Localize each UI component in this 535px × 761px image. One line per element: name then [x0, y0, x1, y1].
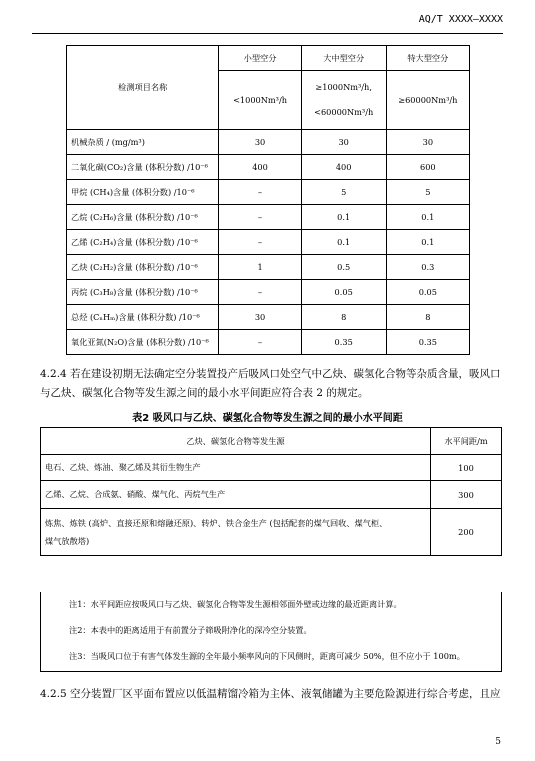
- value-cell: 0.05: [301, 280, 386, 305]
- table-row: [67, 155, 470, 180]
- note-2: 注2：本表中的距离适用于有前置分子筛吸附净化的深冷空分装置。: [69, 625, 312, 635]
- table-row: [67, 130, 470, 155]
- source-cell: 炼焦、炼铁 (高炉、直接还原和熔融还原)、转炉、铁合金生产 (包括配套的煤气回收、煤气柜、 煤气放散塔): [41, 509, 431, 556]
- distance-cell: 300: [431, 481, 502, 509]
- value-cell: 8: [301, 305, 386, 330]
- table-row: [41, 455, 502, 481]
- table-row: [67, 305, 470, 330]
- col-medium: 大中型空分: [301, 46, 386, 71]
- table-row: [67, 330, 470, 355]
- value-cell: 0.05: [386, 280, 469, 305]
- value-cell: 30: [219, 305, 301, 330]
- value-cell: –: [219, 180, 301, 205]
- distance-header: 水平间距/m: [431, 428, 502, 455]
- value-cell: 5: [301, 180, 386, 205]
- table-row: [67, 280, 470, 305]
- note-1: 注1：水平间距应按吸风口与乙炔、碳氢化合物等发生源相邻面外壁或边缘的最近距离计算。: [69, 599, 402, 609]
- col-medium-range: ≥1000Nm³/h, <60000Nm³/h: [301, 71, 386, 130]
- impurity-table: [66, 45, 470, 355]
- value-cell: 0.5: [301, 255, 386, 280]
- value-cell: 0.1: [301, 230, 386, 255]
- table-header-row: [67, 46, 470, 71]
- clause-4-2-5: 4.2.5 空分装置厂区平面布置应以低温精馏冷箱为主体、液氧储罐为主要危险源进行综合考虑，且应: [40, 688, 501, 700]
- source-cell: 电石、乙炔、炼油、聚乙烯及其衍生物生产: [41, 455, 431, 481]
- distance-table: [40, 427, 502, 556]
- table-row: [67, 205, 470, 230]
- value-cell: 600: [386, 155, 469, 180]
- item-label: 二氧化碳(CO₂)含量 (体积分数) /10⁻⁶: [67, 155, 219, 180]
- col-small-range: <1000Nm³/h: [219, 71, 301, 130]
- clause-4-2-4-line2: 与乙炔、碳氢化合物等发生源之间的最小水平间距应符合表 2 的规定。: [40, 387, 369, 399]
- item-label: 乙烯 (C₂H₄)含量 (体积分数) /10⁻⁶: [67, 230, 219, 255]
- value-cell: 400: [219, 155, 301, 180]
- table2-caption: 表2 吸风口与乙炔、碳氢化合物等发生源之间的最小水平间距: [132, 413, 403, 424]
- col-large: 特大型空分: [386, 46, 469, 71]
- table-row: [41, 509, 502, 556]
- table-row: [67, 180, 470, 205]
- value-cell: –: [219, 230, 301, 255]
- source-cell: 乙烯、乙烷、合成氨、硝酸、煤气化、丙烷气生产: [41, 481, 431, 509]
- value-cell: 0.1: [386, 230, 469, 255]
- doc-code: AQ/T XXXX—XXXX: [418, 14, 503, 25]
- value-cell: 0.3: [386, 255, 469, 280]
- item-header: 检测项目名称: [67, 46, 219, 130]
- item-label: 总烃 (CₙHₘ)含量 (体积分数) /10⁻⁶: [67, 305, 219, 330]
- distance-cell: 200: [431, 509, 502, 556]
- item-label: 氧化亚氮(N₂O)含量 (体积分数) /10⁻⁶: [67, 330, 219, 355]
- item-label: 乙炔 (C₂H₂)含量 (体积分数) /10⁻⁶: [67, 255, 219, 280]
- value-cell: 400: [301, 155, 386, 180]
- value-cell: 0.1: [386, 205, 469, 230]
- value-cell: 8: [386, 305, 469, 330]
- table-notes: [40, 592, 502, 672]
- value-cell: –: [219, 280, 301, 305]
- note-3: 注3：当吸风口位于有害气体发生源的全年最小频率风向的下风侧时，距离可减少 50%，但不应小于 100m。: [69, 651, 465, 661]
- item-label: 乙烷 (C₂H₆)含量 (体积分数) /10⁻⁶: [67, 205, 219, 230]
- table-row: [67, 255, 470, 280]
- source-header: 乙炔、碳氢化合物等发生源: [41, 428, 431, 455]
- col-large-range: ≥60000Nm³/h: [386, 71, 469, 130]
- value-cell: 30: [219, 130, 301, 155]
- page-number: 5: [495, 737, 501, 747]
- distance-cell: 100: [431, 455, 502, 481]
- clause-4-2-4-line1: 4.2.4 若在建设初期无法确定空分装置投产后吸风口处空气中乙炔、碳氢化合物等杂质含量，吸风口: [40, 368, 501, 380]
- value-cell: 0.1: [301, 205, 386, 230]
- value-cell: –: [219, 205, 301, 230]
- header-rule: [32, 33, 503, 34]
- table-row: [41, 481, 502, 509]
- clause-4-2-4: [40, 365, 501, 403]
- item-label: 丙烷 (C₃H₈)含量 (体积分数) /10⁻⁶: [67, 280, 219, 305]
- value-cell: 30: [301, 130, 386, 155]
- table-row: [67, 230, 470, 255]
- col-small: 小型空分: [219, 46, 301, 71]
- item-label: 甲烷 (CH₄)含量 (体积分数) /10⁻⁶: [67, 180, 219, 205]
- value-cell: 1: [219, 255, 301, 280]
- value-cell: 5: [386, 180, 469, 205]
- value-cell: 30: [386, 130, 469, 155]
- item-label: 机械杂质 / (mg/m³): [67, 130, 219, 155]
- value-cell: –: [219, 330, 301, 355]
- value-cell: 0.35: [386, 330, 469, 355]
- value-cell: 0.35: [301, 330, 386, 355]
- table-header-row: [41, 428, 502, 455]
